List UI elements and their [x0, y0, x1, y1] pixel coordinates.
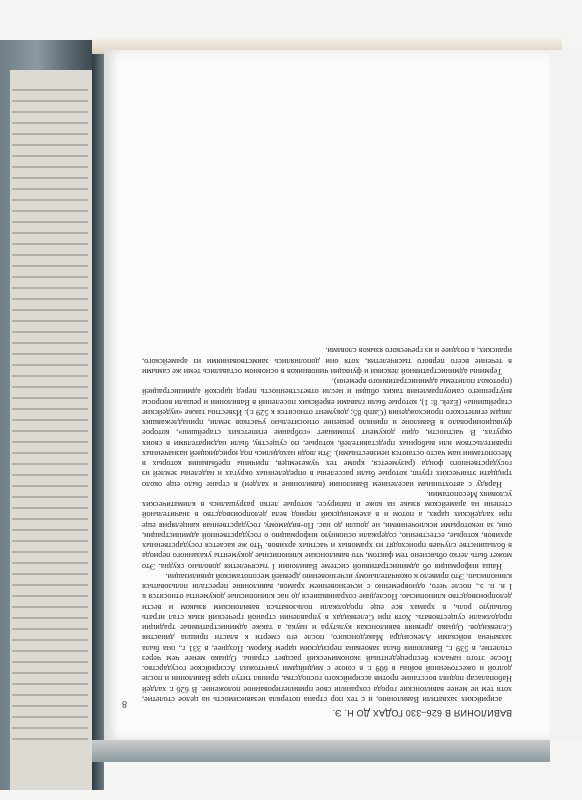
page-body	[142, 345, 512, 704]
book-page	[104, 50, 550, 740]
paragraph: асирийских захватили Вавилонию, и с тех пор страна потеряла независимость на целое столетие, хотя тем не менее вавилонские города сохраняли свое привилегированное положение. В 626 г. халдей Набопаласар поднял восстание против ассирийского господства, принял титул царя Вавилонии и после долгой и ожесточенной войны в 609 г. в союзе с мидийцами уничтожил Ассирийское государство. После этого начался беспрецедентный экономический расцвет страны. Однако менее чем через столетие, в 539 г., Вавилония была завоевана персидским царем Киром. Позднее, в 331 г., она была захвачена войсками Александра Македонского, после его смерти к власти пришла династия Селевкидов. Однако древняя вавилонская культура и наука, а также административные традиции продолжали существовать. Хотя при Селевкидах в управлении страной греческий язык стал играть большую роль, в храмах все еще продолжали пользоваться вавилонским языком и вести делопроизводство клинописью. Последние сохранившиеся до нас клинописные документы относятся к I в. н. э., после чего, одновременно с исчезновением храмов, вавилоняне перестали пользоваться клинописью. Это привело к окончательному исчезновению древней месопотамской цивилизации.	[142, 572, 512, 704]
upside-down-content	[104, 50, 550, 740]
paragraph: Наша информация об административной системе Вавилонии I тысячелетия довольно скудна. Это может быть легко объяснено тем фактом, что вавилонские клинописные документы указанного периода в большинстве случаев происходят из храмовых и частных архивов. Что же касается государственных архивов, которые, естественно, содержали основную информацию о государственной администрации, они, за некоторыми исключениями, не дошли до нас. По-видимому, государственная канцелярия еще при халдейских царях, а потом и в ахеменидский период вела делопроизводство в значительной степени на арамейском языке на коже и папирусе, которые легко разрушались в климатических условиях Месопотамии.	[142, 490, 512, 571]
bottom-cover-edge	[92, 740, 550, 762]
previous-page-text-lines	[12, 80, 88, 780]
page-number: 8	[122, 698, 127, 709]
paragraph: Термины административной лексики и функции чиновников в основном оставались теми же самыми в течение всего первого тысячелетия, хотя они дополнялись заимствованиями из арамейского, иранских, а позднее и из греческого языков словами.	[142, 346, 512, 376]
book-spine	[92, 48, 104, 790]
scan-margin	[550, 50, 582, 740]
running-head: ВАВИЛОНИЯ В 626–330 ГОДАХ ДО Н. Э.	[332, 708, 512, 718]
paragraph: Наряду с автохтонным населением Вавилонии (вавилоняне и халдеи) в стране было еще около тридцати этнических групп, которые были расселены в определенных округах и наделены землей из государственного фонда (разумеется, кроме тех чужеземцев, причины пребывания которых в Месопотамии нам часто остаются неизвестными). Эти люди находились под юрисдикцией назначенных правительством или выборных представителей, которые, по существу, были надзирателями в своих округах. В частности, один документ упоминает «собрание египетских старейшин», которое функционировало в Вавилоне и приняло решение относительно участков земли, принадлежавших лицам египетского происхождения (Camb 85; документ относится к 529 г.). Известны также «иудейские старейшины» (Ezek. 8: 1), которые были главами еврейских поселений в Вавилонии и решали вопросы внутреннего самоуправления таких общин и несли ответственность перед царской администрацией (протокол политемы административного времени).	[142, 377, 512, 489]
